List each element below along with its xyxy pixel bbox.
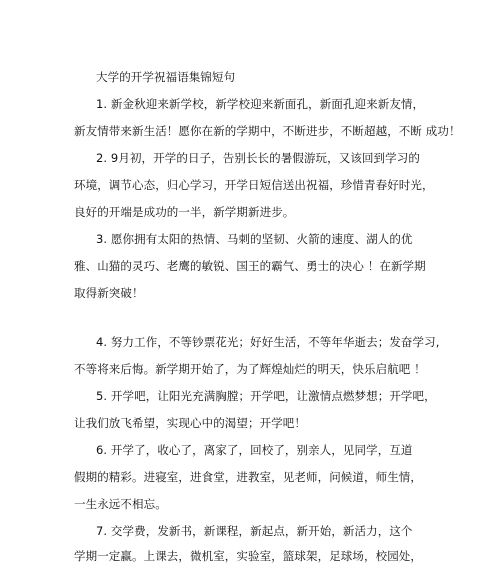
- paragraph-line: 3. 愿你拥有太阳的热情、马刺的坚韧、火箭的速度、湖人的优: [96, 232, 413, 246]
- paragraph-line: 良好的开端是成功的一半，新学期新进步。: [74, 205, 295, 219]
- paragraph-line: 一生永远不相忘。: [74, 497, 167, 511]
- paragraph-line: 取得新突破！: [74, 286, 144, 300]
- paragraph-line: 新友情带来新生活！愿你在新的学期中，不断进步，不断超越，不断 成功！: [74, 124, 461, 138]
- paragraph-line: 6. 开学了，收心了，离家了，回校了，别亲人，见同学，互道: [96, 443, 413, 457]
- paragraph-line: 环境，调节心态，归心学习，开学日短信送出祝福，珍惜青春好时光，: [74, 178, 434, 192]
- document-title: 大学的开学祝福语集锦短句: [96, 70, 236, 84]
- paragraph-line: 2. 9月初，开学的日子，告别长长的暑假游玩，又该回到学习的: [96, 151, 420, 165]
- paragraph-line: 雅、山猫的灵巧、老鹰的敏锐、国王的霸气、勇士的决心 ！在新学期: [74, 259, 426, 273]
- paragraph-line: 5. 开学吧，让阳光充满胸膛；开学吧，让激情点燃梦想；开学吧，: [96, 389, 436, 403]
- paragraph-line: 1. 新金秋迎来新学校，新学校迎来新面孔，新面孔迎来新友情，: [96, 97, 425, 111]
- paragraph-line: 学期一定赢。上课去，微机室，实验室，篮球架，足球场，校园处，: [74, 549, 422, 563]
- paragraph-line: 假期的精彩。进寝室，进食堂，进教室，见老师，问候道，师生情，: [74, 470, 422, 484]
- paragraph-line: 让我们放飞希望，实现心中的渴望；开学吧！: [74, 416, 306, 430]
- paragraph-line: 不等将来后悔。新学期开始了，为了辉煌灿烂的明天，快乐启航吧 ！: [74, 362, 426, 376]
- paragraph-line: 7. 交学费，发新书，新课程，新起点，新开始，新活力，这个: [96, 524, 413, 538]
- paragraph-line: 4. 努力工作，不等钞票花光；好好生活，不等年华逝去；发奋学习,: [96, 335, 440, 349]
